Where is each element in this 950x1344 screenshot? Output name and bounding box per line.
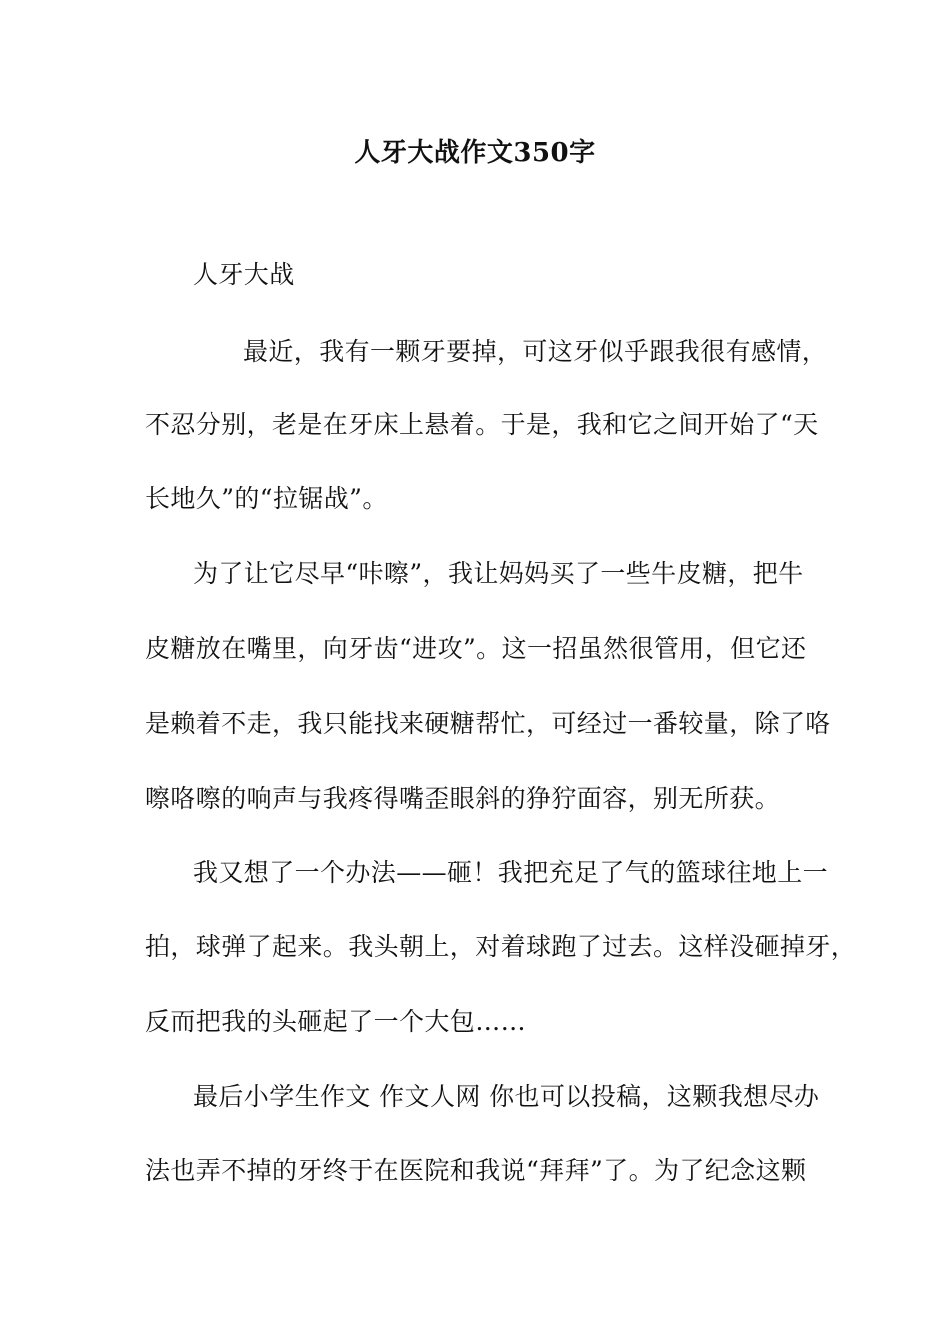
paragraph-line: 皮糖放在嘴里，向牙齿“进攻”。这一招虽然很管用，但它还: [145, 634, 807, 663]
paragraph-line: 最近，我有一颗牙要掉，可这牙似乎跟我很有感情，: [243, 337, 828, 366]
document-title: 人牙大战作文350字: [354, 138, 596, 168]
paragraph-line: 为了让它尽早“咔嚓”，我让妈妈买了一些牛皮糖，把牛: [193, 559, 804, 588]
paragraph-line: 不忍分别，老是在牙床上悬着。于是，我和它之间开始了“天: [145, 410, 819, 439]
paragraph-line: 嚓咯嚓的响声与我疼得嘴歪眼斜的狰狞面容，别无所获。: [145, 784, 781, 813]
paragraph-line: 拍，球弹了起来。我头朝上，对着球跑了过去。这样没砸掉牙，: [145, 932, 857, 961]
paragraph-line: 是赖着不走，我只能找来硬糖帮忙，可经过一番较量，除了咯: [145, 709, 831, 738]
section-heading: 人牙大战: [193, 260, 295, 289]
paragraph-line: 反而把我的头砸起了一个大包……: [145, 1007, 527, 1036]
paragraph-line: 法也弄不掉的牙终于在医院和我说“拜拜”了。为了纪念这颗: [145, 1156, 807, 1185]
paragraph-line: 长地久”的“拉锯战”。: [145, 484, 388, 513]
paragraph-line: 最后小学生作文 作文人网 你也可以投稿，这颗我想尽办: [193, 1082, 820, 1111]
paragraph-line: 我又想了一个办法——砸！我把充足了气的篮球往地上一: [193, 858, 829, 887]
